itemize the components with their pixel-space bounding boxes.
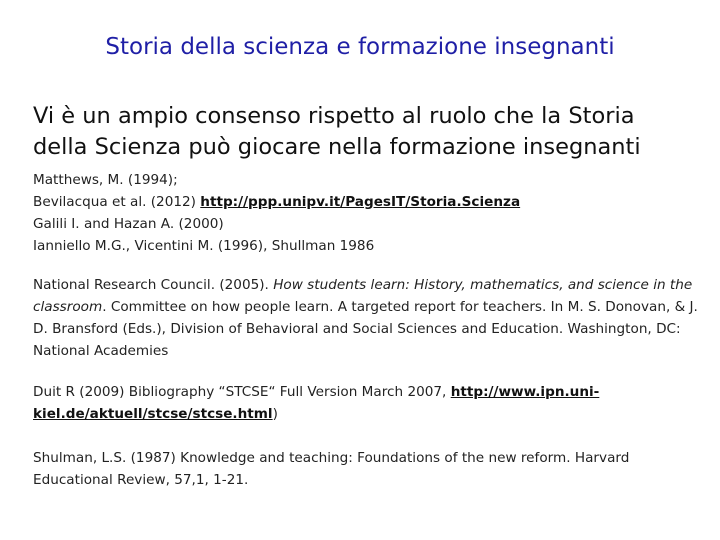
reference-matthews: Matthews, M. (1994); xyxy=(33,172,178,188)
reference-duit-close: ) xyxy=(272,406,278,422)
reference-nrc-details: . Committee on how people learn. A targeted report for teachers. In M. S. Donovan, & J. D. Bransford (Eds.), Division of Behavioral and Social Sciences and Education. Washington, DC: National Academies xyxy=(33,299,698,359)
reference-nrc-title: How students learn: History, mathematics, and science in the classroom xyxy=(33,277,693,315)
reference-nrc-author: National Research Council. (2005). xyxy=(33,277,274,293)
reference-shulman xyxy=(33,447,703,491)
reference-shulman-line-2: Educational Review, 57,1, 1-21. xyxy=(33,472,249,488)
stcse-link-part-2[interactable]: kiel.de/aktuell/stcse/stcse.html xyxy=(33,406,273,422)
lead-line-1: Vi è un ampio consenso rispetto al ruolo che la Storia xyxy=(33,103,635,129)
reference-duit xyxy=(33,381,703,425)
lead-statement xyxy=(33,101,693,163)
reference-galili: Galili I. and Hazan A. (2000) xyxy=(33,216,224,232)
reference-bevilacqua xyxy=(33,191,703,213)
storia-scienza-link[interactable]: http://ppp.unipv.it/PagesIT/Storia.Scienza xyxy=(200,194,521,210)
reference-duit-line-2 xyxy=(33,403,703,425)
reference-bevilacqua-text: Bevilacqua et al. (2012) xyxy=(33,194,201,210)
reference-nrc xyxy=(33,274,703,362)
reference-shulman-line-1: Shulman, L.S. (1987) Knowledge and teaching: Foundations of the new reform. Harvard xyxy=(33,450,630,466)
stcse-link-part-1[interactable]: http://www.ipn.uni- xyxy=(450,384,600,400)
reference-duit-line-1 xyxy=(33,381,703,403)
reference-group-1 xyxy=(33,169,703,257)
lead-line-2: della Scienza può giocare nella formazione insegnanti xyxy=(33,134,641,160)
slide-title: Storia della scienza e formazione insegnanti xyxy=(105,34,615,60)
reference-duit-text: Duit R (2009) Bibliography “STCSE“ Full Version March 2007, xyxy=(33,384,451,400)
reference-ianniello: Ianniello M.G., Vicentini M. (1996), Shullman 1986 xyxy=(33,238,375,254)
